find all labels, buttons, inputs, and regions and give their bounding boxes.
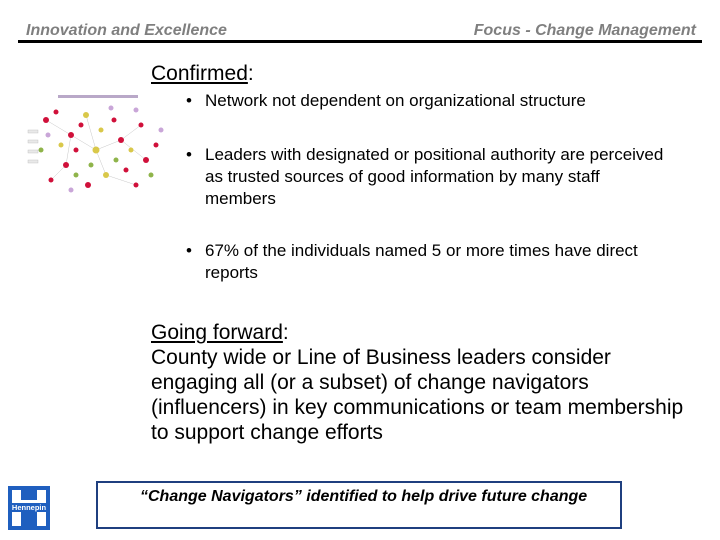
header-right-title: Focus - Change Management (473, 22, 696, 39)
header-divider (18, 40, 702, 43)
going-forward-text: County wide or Line of Business leaders consider engaging all (or a subset) of change navigators (influencers) in key communications or team membership to support change efforts (151, 346, 684, 444)
confirmed-heading-text: Confirmed (151, 62, 248, 85)
hennepin-logo (8, 486, 50, 530)
confirmed-heading (151, 62, 254, 86)
callout-text: “Change Navigators” identified to help drive future change (140, 488, 588, 505)
going-forward-colon: : (282, 321, 289, 344)
network-diagram-image (26, 90, 171, 200)
bullet-item (186, 144, 666, 210)
confirmed-heading-colon: : (247, 62, 254, 85)
going-forward-section (151, 320, 696, 445)
callout-box (96, 481, 622, 529)
header-left-title: Innovation and Excellence (26, 22, 227, 39)
logo-text: Hennepin (11, 503, 47, 512)
going-forward-heading: Going forward (151, 321, 283, 344)
bullet-item (186, 90, 666, 112)
bullet-text: • 67% of the individuals named 5 or more times have direct reports (186, 240, 666, 284)
bullet-item (186, 240, 666, 284)
bullet-text: • Leaders with designated or positional authority are perceived as trusted sources of good information by many staff members (186, 144, 666, 210)
bullet-text: • Network not dependent on organizational structure (186, 90, 666, 112)
